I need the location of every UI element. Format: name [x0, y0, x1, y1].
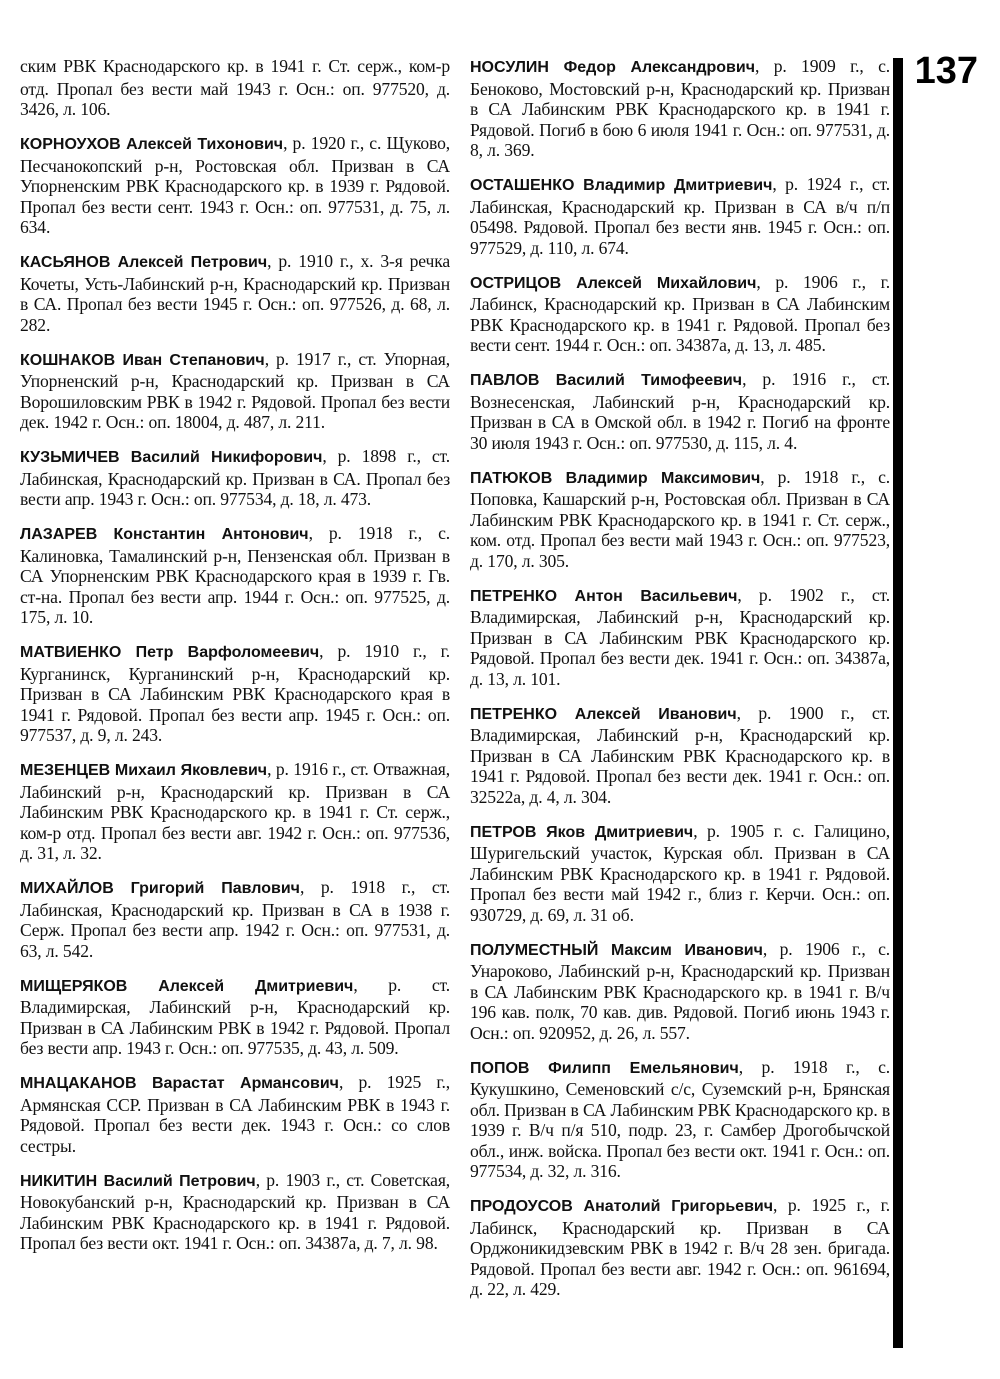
entry-text: , р. 1925 г., г. Лабинск, Краснодарский кр. Призван в СА Орджоникидзевским РВК в 1942 г. В/ч 28 зен. бригада. Рядовой. Пропал без вести авг. 1942 г. Осн.: оп. 961694, д. 22, л. 429. [470, 1195, 890, 1299]
entry-text: , р. 1906 г., с. Унароково, Лабинский р-н, Краснодарский кр. Призван в СА Лабинским РВК Краснодарского кр. в 1941 г. В/ч 196 кав. полк, 70 кав. див. Рядовой. Погиб июнь 1943 г. Осн.: оп. 920952, д. 26, л. 557. [470, 938, 890, 1043]
page-number: 137 [914, 50, 978, 92]
entry-name: ПОПОВ Филипп Емельянович [470, 1059, 739, 1077]
entry [20, 349, 450, 433]
entry [470, 1057, 890, 1182]
entry [470, 939, 890, 1044]
entry-text: , р. 1916 г., ст. Вознесенская, Лабинский р-н, Краснодарский кр. Призван в СА в Омской обл. в 1942 г. Погиб на фронте 30 июля 1943 г. Осн.: оп. 977530, д. 115, л. 4. [470, 369, 890, 453]
entry [470, 369, 890, 453]
entry [470, 272, 890, 356]
vertical-rule [893, 58, 903, 1348]
entry-text: , р. 1918 г., с. Кукушкино, Семеновский с/с, Суземский р-н, Брянская обл. Призван в СА Лабинским РВК Краснодарского кр. в 1939 г. В/ч п/я 510, подр. 23, г. Самбер Дрогобычской обл., инж. войска. Пропал без вести окт. 1941 г. Осн.: оп. 977534, д. 32, л. 316. [470, 1056, 890, 1181]
entry-text: , р. 1903 г., ст. Советская, Новокубанский р-н, Краснодарский кр. Призван в СА Лабинским РВК Краснодарского кр. в 1941 г. Рядовой. Пропал без вести окт. 1941 г. Осн.: оп. 34387а, д. 7, л. 98. [20, 1169, 451, 1253]
entry-text: , р. 1906 г., г. Лабинск, Краснодарский кр. Призван в СА Лабинским РВК Краснодарского кр. в 1941 г. Рядовой. Пропал без вести сент. 1944 г. Осн.: оп. 34387а, д. 13, л. 485. [470, 271, 890, 355]
entry-text: ским РВК Краснодарского кр. в 1941 г. Ст. серж., ком-р отд. Пропал без вести май 1943 г. Осн.: оп. 977520, д. 3426, л. 106. [20, 56, 450, 119]
entry-name: ПЕТРОВ Яков Дмитриевич [470, 823, 694, 841]
entry [20, 641, 450, 746]
entry-name: ПОЛУМЕСТНЫЙ Максим Иванович [470, 941, 763, 959]
entry-name: МАТВИЕНКО Петр Варфоломеевич [20, 644, 320, 661]
entry-name: ПЕТРЕНКО Антон Васильевич [470, 587, 738, 605]
entry [470, 585, 890, 690]
entry-name: ПЕТРЕНКО Алексей Иванович [470, 705, 737, 723]
entry [20, 1170, 450, 1254]
entry [470, 467, 890, 572]
entry-text: , р. 1916 г., ст. Отважная, Лабинский р-н, Краснодарский кр. Призван в СА Лабинским РВК Краснодарского кр. в 1941 г. Ст. серж., ком-р отд. Пропал без вести авг. 1942 г. Осн.: оп. 977536, д. 31, л. 32. [20, 759, 450, 863]
entry-text: , р. 1920 г., с. Щуково, Песчанокопский р-н, Ростовская обл. Призван в СА Упорненским РВК Краснодарского кр. в 1939 г. Рядовой. Пропал без вести сент. 1943 г. Осн.: оп. 977531, д. 75, л. 634. [20, 133, 450, 237]
entry [20, 56, 450, 120]
entry-name: НИКИТИН Василий Петрович [20, 1172, 256, 1190]
entry [470, 174, 890, 258]
entry [470, 56, 890, 161]
right-column [470, 56, 890, 1313]
entry [470, 821, 890, 926]
entry-name: МИЩЕРЯКОВ Алексей Дмитриевич [20, 977, 354, 995]
entry-text: , р. 1902 г., ст. Владимирская, Лабинский р-н, Краснодарский кр. Призван в СА Лабинским РВК Краснодарского кр. Рядовой. Пропал без вести дек. 1941 г. Осн.: оп. 34387а, д. 13, л. 101. [470, 584, 890, 689]
entry [20, 523, 450, 628]
entry-name: ЛАЗАРЕВ Константин Антонович [20, 526, 309, 543]
entry-name: ПАТЮКОВ Владимир Максимович [470, 469, 761, 487]
entry [470, 703, 890, 808]
entry-name: МНАЦАКАНОВ Варастат Армансович [20, 1075, 339, 1092]
entry-name: КУЗЬМИЧЕВ Василий Никифорович [20, 449, 323, 466]
entry-name: МИХАЙЛОВ Григорий Павлович [20, 880, 300, 897]
entry [20, 877, 450, 961]
entry-name: ОСТРИЦОВ Алексей Михайлович [470, 274, 757, 292]
entry-text: , р. 1910 г., х. 3-я речка Кочеты, Усть-Лабинский р-н, Краснодарский кр. Призван в СА. Пропал без вести 1945 г. Осн.: оп. 977526, д. 68, л. 282. [20, 251, 450, 335]
entry-name: МЕЗЕНЦЕВ Михаил Яковлевич [20, 762, 268, 779]
entry-text: , р. 1905 г. с. Галицино, Шуригельский участок, Курская обл. Призван в СА Лабинским РВК Краснодарского кр. в 1941 г. Рядовой. Пропал без вести май 1942 г., близ г. Керчи. Осн.: оп. 930729, д. 69, л. 31 об. [470, 820, 890, 925]
entry-name: КАСЬЯНОВ Алексей Петрович [20, 254, 268, 271]
entry-name: КОШНАКОВ Иван Степанович [20, 351, 265, 369]
entry-name: ПАВЛОВ Василий Тимофеевич [470, 372, 743, 389]
entry-name: КОРНОУХОВ Алексей Тихонович [20, 136, 284, 153]
entry [20, 133, 450, 238]
entry [470, 1195, 890, 1300]
entry [20, 446, 450, 510]
entry [20, 975, 450, 1059]
entry-text: , р. ст. Владимирская, Лабинский р-н, Краснодарский кр. Призван в СА Лабинским РВК в 1942 г. Рядовой. Пропал без вести апр. 1943 г. Осн.: оп. 977535, д. 43, л. 509. [20, 974, 450, 1058]
entry-name: НОСУЛИН Федор Александрович [470, 59, 756, 76]
entry-text: , р. 1898 г., ст. Лабинская, Краснодарский кр. Призван в СА. Пропал без вести апр. 1943 г. Осн.: оп. 977534, д. 18, л. 473. [20, 446, 450, 509]
entry-text: , р. 1900 г., ст. Владимирская, Лабинский р-н, Краснодарский кр. Призван в СА Лабинским РВК Краснодарского кр. в 1941 г. Рядовой. Пропал без вести дек. 1941 г. Осн.: оп. 32522а, д. 4, л. 304. [470, 702, 890, 807]
entry-text: , р. 1918 г., с. Калиновка, Тамалинский р-н, Пензенская обл. Призван в СА Упорненским РВК Краснодарского края в 1939 г. Гв. ст-на. Пропал без вести апр. 1944 г. Осн.: оп. 977525, д. 175, л. 10. [20, 523, 450, 627]
entry-name: ПРОДОУСОВ Анатолий Григорьевич [470, 1198, 774, 1215]
entry-text: , р. 1918 г., с. Поповка, Кашарский р-н, Ростовская обл. Призван в СА Лабинским РВК Краснодарского кр. в 1941 г. Ст. серж., ком. отд. Пропал без вести май 1943 г. Осн.: оп. 977523, д. 170, л. 305. [470, 466, 890, 571]
entry-text: , р. 1917 г., ст. Упорная, Упорненский р-н, Краснодарский кр. Призван в СА Ворошиловским РВК в 1942 г. Рядовой. Пропал без вести дек. 1942 г. Осн.: оп. 18004, д. 487, л. 211. [20, 348, 451, 432]
left-column [20, 56, 450, 1267]
entry-text: , р. 1909 г., с. Беноково, Мостовский р-н, Краснодарский кр. Призван в СА Лабинским РВК Краснодарского кр. в 1941 г. Рядовой. Погиб в бою 6 июля 1941 г. Осн.: оп. 977531, д. 8, л. 369. [470, 56, 891, 160]
entry-text: , р. 1910 г., г. Курганинск, Курганинский р-н, Краснодарский кр. Призван в СА Лабинским РВК Краснодарского края в 1941 г. Рядовой. Пропал без вести апр. 1945 г. Осн.: оп. 977537, д. 9, л. 243. [20, 641, 450, 745]
entry-name: ОСТАШЕНКО Владимир Дмитриевич [470, 177, 773, 194]
entry [20, 759, 450, 864]
entry [20, 251, 450, 335]
entry-text: , р. 1925 г., Армянская ССР. Призван в СА Лабинским РВК в 1943 г. Рядовой. Пропал без вести дек. 1943 г. Осн.: со слов сестры. [20, 1072, 450, 1156]
entry-text: , р. 1918 г., ст. Лабинская, Краснодарский кр. Призван в СА в 1938 г. Серж. Пропал без вести апр. 1942 г. Осн.: оп. 977531, д. 63, л. 542. [20, 877, 450, 961]
entry [20, 1072, 450, 1156]
entry-text: , р. 1924 г., ст. Лабинская, Краснодарский кр. Призван в СА в/ч п/п 05498. Рядовой. Пропал без вести янв. 1945 г. Осн.: оп. 977529, д. 110, л. 674. [470, 174, 890, 258]
